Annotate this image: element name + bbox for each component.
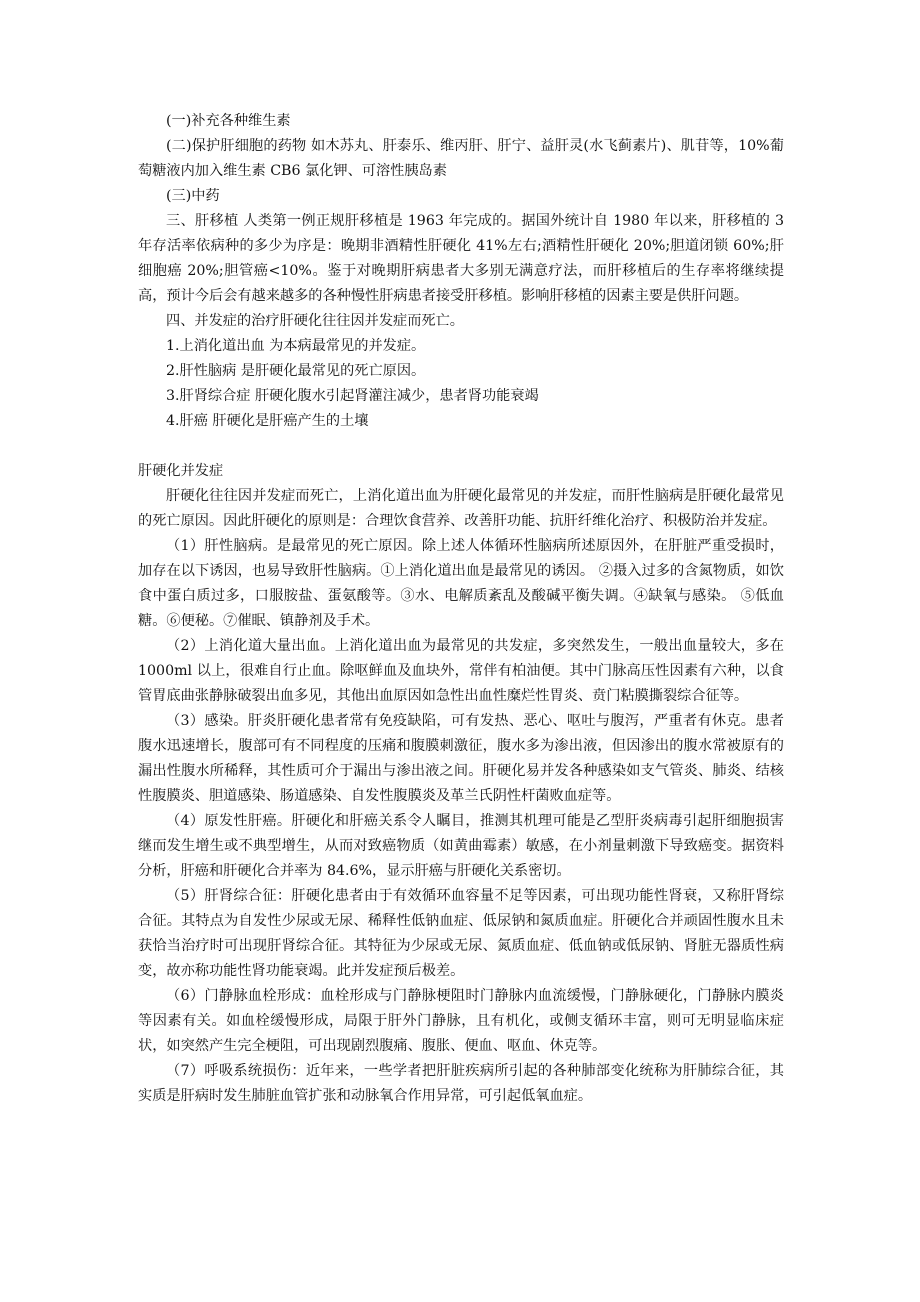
complication-item-4: 4.肝癌 肝硬化是肝癌产生的土壤 bbox=[166, 413, 369, 429]
item-gi-bleeding: （2）上消化道大量出血。上消化道出血为最常见的共发症，多突然发生，一般出血量较大，多在 1000ml 以上，很难自行止血。除呕鲜血及血块外，常伴有柏油便。其中门脉高压性因素有六种，以食管胃底曲张静脉破裂出血多见，其他出血原因如急性出血性糜烂性胃炎、贲门粘膜撕裂综合征等。 bbox=[138, 638, 784, 704]
item-primary-liver-cancer: （4）原发性肝癌。肝硬化和肝癌关系令人瞩目，推测其机理可能是乙型肝炎病毒引起肝细胞损害继而发生增生或不典型增生，从而对致癌物质（如黄曲霉素）敏感，在小剂量刺激下导致癌变。据资料分析，肝癌和肝硬化合并率为 84.6%，显示肝癌与肝硬化关系密切。 bbox=[138, 813, 784, 879]
document-body bbox=[138, 109, 784, 1109]
item-hepatorenal-syndrome: （5）肝肾综合征：肝硬化患者由于有效循环血容量不足等因素，可出现功能性肾衰，又称肝肾综合征。其特点为自发性少尿或无尿、稀释性低钠血症、低尿钠和氮质血症。肝硬化合并顽固性腹水且未获恰当治疗时可出现肝肾综合征。其特征为少尿或无尿、氮质血症、低血钠或低尿钠、肾脏无器质性病变，故亦称功能性肾功能衰竭。此并发症预后极差。 bbox=[138, 888, 784, 979]
complication-item-1: 1.上消化道出血 为本病最常见的并发症。 bbox=[166, 338, 426, 354]
section-spacer bbox=[138, 434, 784, 459]
section-title: 肝硬化并发症 bbox=[138, 463, 224, 479]
vitamin-supplement-line: (一)补充各种维生素 bbox=[166, 113, 291, 129]
section-intro-paragraph: 肝硬化往往因并发症而死亡，上消化道出血为肝硬化最常见的并发症，而肝性脑病是肝硬化最常见的死亡原因。因此肝硬化的原则是：合理饮食营养、改善肝功能、抗肝纤维化治疗、积极防治并发症。 bbox=[138, 488, 784, 529]
liver-transplant-paragraph: 三、肝移植 人类第一例正规肝移植是 1963 年完成的。据国外统计自 1980 年以来，肝移植的 3 年存活率依病种的多少为序是：晚期非酒精性肝硬化 41%左右;酒精性肝硬化 20%;胆道闭锁 60%;肝细胞癌 20%;胆管癌<10%。鉴于对晚期肝病患者大多别无满意疗法，而肝移植后的生存率将继续提高，预计今后会有越来越多的各种慢性肝病患者接受肝移植。影响肝移植的因素主要是供肝问题。 bbox=[138, 213, 784, 304]
complication-item-2: 2.肝性脑病 是肝硬化最常见的死亡原因。 bbox=[166, 363, 426, 379]
item-infection: （3）感染。肝炎肝硬化患者常有免疫缺陷，可有发热、恶心、呕吐与腹泻，严重者有休克。患者腹水迅速增长，腹部可有不同程度的压痛和腹膜刺激征，腹水多为渗出液，但因渗出的腹水常被原有的漏出性腹水所稀释，其性质可介于漏出与渗出液之间。肝硬化易并发各种感染如支气管炎、肺炎、结核性腹膜炎、胆道感染、肠道感染、自发性腹膜炎及革兰氏阴性杆菌败血症等。 bbox=[138, 713, 784, 804]
item-respiratory-injury: （7）呼吸系统损伤：近年来，一些学者把肝脏疾病所引起的各种肺部变化统称为肝肺综合征，其实质是肝病时发生肺脏血管扩张和动脉氧合作用异常，可引起低氧血症。 bbox=[138, 1063, 784, 1104]
liver-protection-drugs-paragraph: (二)保护肝细胞的药物 如木苏丸、肝泰乐、维丙肝、肝宁、益肝灵(水飞蓟素片)、肌苷等，10%葡萄糖液内加入维生素 CB6 氯化钾、可溶性胰岛素 bbox=[138, 138, 784, 179]
chinese-medicine-line: (三)中药 bbox=[166, 188, 220, 204]
complication-treatment-heading: 四、并发症的治疗肝硬化往往因并发症而死亡。 bbox=[166, 313, 464, 329]
complication-item-3: 3.肝肾综合症 肝硬化腹水引起肾灌注减少，患者肾功能衰竭 bbox=[166, 388, 539, 404]
item-portal-vein-thrombosis: （6）门静脉血栓形成：血栓形成与门静脉梗阻时门静脉内血流缓慢，门静脉硬化，门静脉内膜炎等因素有关。如血栓缓慢形成，局限于肝外门静脉，且有机化，或侧支循环丰富，则可无明显临床症状，如突然产生完全梗阻，可出现剧烈腹痛、腹胀、便血、呕血、休克等。 bbox=[138, 988, 784, 1054]
item-hepatic-encephalopathy: （1）肝性脑病。是最常见的死亡原因。除上述人体循环性脑病所述原因外，在肝脏严重受损时，加存在以下诱因，也易导致肝性脑病。①上消化道出血是最常见的诱因。 ②摄入过多的含氮物质，如饮食中蛋白质过多，口服胺盐、蛋氨酸等。③水、电解质紊乱及酸碱平衡失调。④缺氧与感染。 ⑤低血糖。⑥便秘。⑦催眠、镇静剂及手术。 bbox=[138, 538, 784, 629]
